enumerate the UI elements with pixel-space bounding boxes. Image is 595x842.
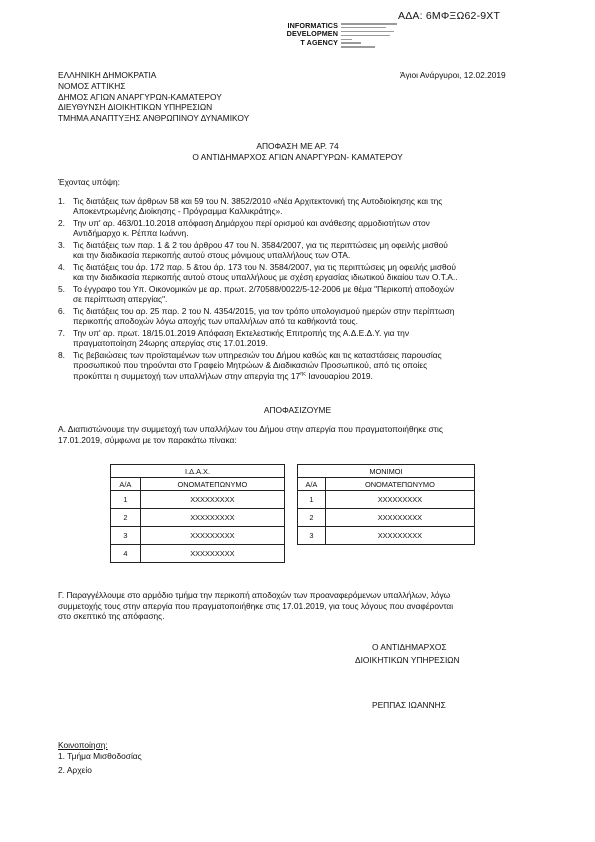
paragraph-g (58, 590, 540, 622)
item-text-line: Τις διατάξεις των άρθρων 58 και 59 του Ν. 3852/2010 «Νέα Αρχιτεκτονική της Αυτοδιοίκησης και της (73, 196, 443, 206)
logo-word: INFORMATICS (287, 21, 338, 30)
table-row (298, 527, 475, 545)
issuer-header (58, 70, 249, 124)
cc-title: Κοινοποίηση: (58, 740, 108, 750)
ada-code: ΑΔΑ: 6ΜΦΞΩ62-9ΧΤ (398, 10, 501, 22)
item-text-line: Τις διατάξεις του άρ. 172 παρ. 5 &του άρ. 173 του Ν. 3584/2007, για τις περιπτώσεις μη οφειλής μισθού (73, 262, 456, 272)
item-text-line: και την διαδικασία περικοπής αυτού στους υπαλλήλους με σχέση εργασίας ιδιωτικού δικαίου των Ο.Τ.Α.. (73, 272, 458, 283)
signatory-role: Ο ΑΝΤΙΔΗΜΑΡΧΟΣ (372, 642, 447, 652)
header-line: ΕΛΛΗΝΙΚΗ ΔΗΜΟΚΡΑΤΙΑ (58, 70, 157, 80)
item-number: 1. (58, 196, 65, 206)
header-line: ΔΗΜΟΣ ΑΓΙΩΝ ΑΝΑΡΓΥΡΩΝ-ΚΑΜΑΤΕΡΟΥ (58, 91, 222, 102)
table-row (111, 509, 285, 527)
column-header: Α/Α (111, 478, 141, 491)
item-text-line: περικοπής αποδοχών λόγω αποχής των υπαλλήλων από τα καθήκοντά τους. (73, 316, 358, 327)
row-name: ΧΧΧΧΧΧΧΧΧ (140, 491, 284, 509)
column-header: ΟΝΟΜΑΤΕΠΩΝΥΜΟ (325, 478, 474, 491)
decision-subtitle: Ο ΑΝΤΙΔΗΜΑΡΧΟΣ ΑΓΙΩΝ ΑΝΑΡΓΥΡΩΝ- ΚΑΜΑΤΕΡΟΥ (192, 152, 403, 162)
column-header: ΟΝΟΜΑΤΕΠΩΝΥΜΟ (140, 478, 284, 491)
table-permanent (297, 464, 475, 545)
item-number: 3. (58, 240, 65, 250)
header-line: ΤΜΗΜΑ ΑΝΑΠΤΥΞΗΣ ΑΝΘΡΩΠΙΝΟΥ ΔΥΝΑΜΙΚΟΥ (58, 113, 250, 124)
list-item (58, 306, 540, 327)
considerations-list (58, 196, 540, 382)
item-number: 8. (58, 350, 65, 360)
logo-words (280, 22, 338, 47)
item-text-line: σε περίπτωση απεργίας". (73, 294, 168, 305)
header-line: ΝΟΜΟΣ ΑΤΤΙΚΗΣ (58, 80, 126, 91)
row-index: 3 (298, 527, 326, 545)
paragraph-line: συμμετοχής τους στην απεργία που πραγματοποιήθηκε στις 17.01.2019, για τους λόγους που αναφέρονται (58, 600, 454, 611)
cc-list (58, 751, 142, 779)
table-title: Ι.Δ.Α.Χ. (111, 465, 285, 478)
ordinal-suffix: ης (300, 371, 306, 378)
item-number: 4. (58, 262, 65, 272)
row-index: 3 (111, 527, 141, 545)
decision-title: ΑΠΟΦΑΣΗ ΜΕ ΑΡ. 74 (256, 141, 339, 151)
table-row (298, 491, 475, 509)
table-idax (110, 464, 285, 563)
row-index: 2 (298, 509, 326, 527)
item-text-line: Τις διατάξεις των παρ. 1 & 2 του άρθρου 47 του Ν. 3584/2007, για τις περιπτώσεις μη οφειλής μισθού (73, 240, 448, 250)
item-text-line: πραγματοποίηση 24ωρης απεργίας στις 17.01.2019. (73, 338, 268, 349)
table-row (298, 509, 475, 527)
row-index: 4 (111, 545, 141, 563)
logo-fine-line (341, 23, 397, 25)
paragraph-line: Α. Διαπιστώνουμε την συμμετοχή των υπαλλήλων του Δήμου στην απεργία που πραγματοποιήθηκε στις (58, 424, 443, 434)
list-item (58, 262, 540, 283)
table-row (111, 545, 285, 563)
logo-word: T AGENCY (300, 37, 338, 47)
signatory-name: ΡΕΠΠΑΣ ΙΩΑΝΝΗΣ (372, 700, 446, 710)
list-item (58, 350, 540, 381)
logo-fine-line (341, 27, 386, 29)
list-item (58, 328, 540, 349)
row-name: ΧΧΧΧΧΧΧΧΧ (140, 545, 284, 563)
signatory-department: ΔΙΟΙΚΗΤΙΚΩΝ ΥΠΗΡΕΣΙΩΝ (355, 655, 460, 665)
row-name: ΧΧΧΧΧΧΧΧΧ (140, 527, 284, 545)
item-text-fragment: προκύπτει η συμμετοχή των υπαλλήλων στην απεργία της 17 (73, 370, 301, 381)
table-title: ΜΟΝΙΜΟΙ (298, 465, 475, 478)
item-number: 7. (58, 328, 65, 338)
cc-item: 1. Τμήμα Μισθοδοσίας (58, 751, 142, 761)
paragraph-line: 17.01.2019, σύμφωνα με τον παρακάτω πίνακα: (58, 434, 237, 445)
agency-logo (280, 22, 410, 56)
row-name: ΧΧΧΧΧΧΧΧΧ (140, 509, 284, 527)
decide-heading: ΑΠΟΦΑΣΙΖΟΥΜΕ (263, 405, 332, 415)
document-date: Άγιοι Ανάργυροι, 12.02.2019 (400, 70, 506, 80)
item-text-line: Αντιδήμαρχο κ. Ρέππα Ιωάννη. (73, 228, 189, 239)
item-text-line: Την υπ' αρ. πρωτ. 18/15.01.2019 Απόφαση Εκτελεστικής Επιτροπής της Α.Δ.Ε.Δ.Υ. για την (73, 328, 410, 338)
logo-fine-print (341, 23, 397, 50)
paragraph-line: στο σκεπτικό της απόφασης. (58, 611, 165, 621)
logo-fine-line (341, 35, 390, 37)
item-text-line: Αποκεντρωμένης Διοίκησης - Πρόγραμμα Καλλικράτης». (73, 206, 283, 217)
row-index: 1 (298, 491, 326, 509)
item-text-line: Την υπ' αρ. 463/01.10.2018 απόφαση Δημάρχου περί ορισμού και ανάθεσης αρμοδιοτήτων στον (73, 218, 430, 228)
item-number: 2. (58, 218, 65, 228)
table-row (111, 527, 285, 545)
item-text-line: Τις βεβαιώσεις των προϊσταμένων των υπηρεσιών του Δήμου καθώς και τις καταστάσεις παρουσίας (73, 350, 442, 360)
row-name: ΧΧΧΧΧΧΧΧΧ (325, 491, 474, 509)
item-text-line: Τις διατάξεις του αρ. 25 παρ. 2 του Ν. 4354/2015, για τον τρόπο υπολογισμού ημερών στην περίπτωση (73, 306, 455, 316)
cc-item: 2. Αρχείο (58, 765, 92, 775)
item-text-line: προσωπικού που τηρούνται στο Γραφείο Μητρώων & Διαδικασιών Προσωπικού, από τις οποίες (73, 360, 428, 371)
logo-fine-line (341, 46, 375, 48)
logo-fine-line (341, 31, 394, 33)
logo-word: DEVELOPMEN (286, 29, 338, 39)
item-number: 5. (58, 284, 65, 294)
row-name: ΧΧΧΧΧΧΧΧΧ (325, 509, 474, 527)
list-item (58, 218, 540, 239)
logo-fine-line (341, 42, 361, 44)
paragraph-line: Γ. Παραγγέλλουμε στο αρμόδιο τμήμα την περικοπή αποδοχών των προαναφερόμενων υπαλλήλων, λόγω (58, 590, 451, 600)
row-name: ΧΧΧΧΧΧΧΧΧ (325, 527, 474, 545)
list-item (58, 196, 540, 217)
header-line: ΔΙΕΥΘΥΝΣΗ ΔΙΟΙΚΗΤΙΚΩΝ ΥΠΗΡΕΣΙΩΝ (58, 102, 213, 113)
paragraph-a (58, 424, 540, 445)
item-text-line (73, 371, 540, 381)
column-header: Α/Α (298, 478, 326, 491)
list-item (58, 240, 540, 261)
item-text-fragment: Ιανουαρίου 2019. (305, 370, 373, 381)
item-text-line: Το έγγραφο του Υπ. Οικονομικών με αρ. πρωτ. 2/70588/0022/5-12-2006 με θέμα "Περικοπή αποδοχών (73, 284, 455, 294)
table-row (111, 491, 285, 509)
row-index: 2 (111, 509, 141, 527)
row-index: 1 (111, 491, 141, 509)
list-item (58, 284, 540, 305)
logo-fine-line (341, 39, 352, 41)
item-text-line: και την διαδικασία περικοπής αυτού στους μόνιμους υπαλλήλους των ΟΤΑ. (73, 250, 351, 261)
considering-label: Έχοντας υπόψη: (58, 177, 120, 187)
item-number: 6. (58, 306, 65, 316)
